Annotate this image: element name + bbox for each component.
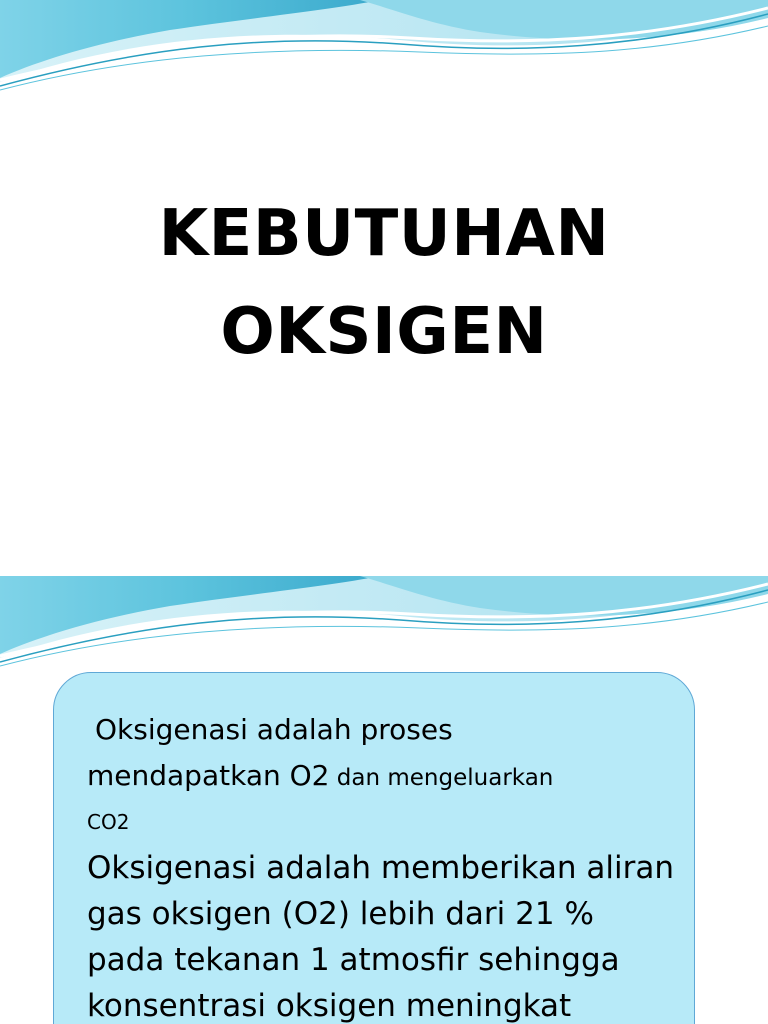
definition-1-part-2: mendapatkan O2: [87, 759, 330, 792]
definition-1-part-1: Oksigenasi adalah proses: [95, 713, 453, 746]
slide-title: [0, 185, 768, 381]
definition-1-part-4: CO2: [87, 810, 130, 834]
definition-box: [53, 672, 695, 1024]
slide-separator: [0, 540, 768, 576]
title-line-1: KEBUTUHAN: [158, 197, 610, 271]
wave-header-decoration: [0, 0, 768, 92]
definition-1-part-3: dan mengeluarkan: [329, 765, 554, 791]
wave-header-decoration: [0, 576, 768, 668]
content-slide: [0, 576, 768, 1024]
title-line-2: OKSIGEN: [220, 295, 548, 369]
definition-paragraph-1: [87, 707, 674, 843]
definition-paragraph-2: Oksigenasi adalah memberikan aliran gas oksigen (O2) lebih dari 21 % pada tekanan 1 atmosfir sehingga konsentrasi oksigen meningkat: [87, 850, 675, 1024]
